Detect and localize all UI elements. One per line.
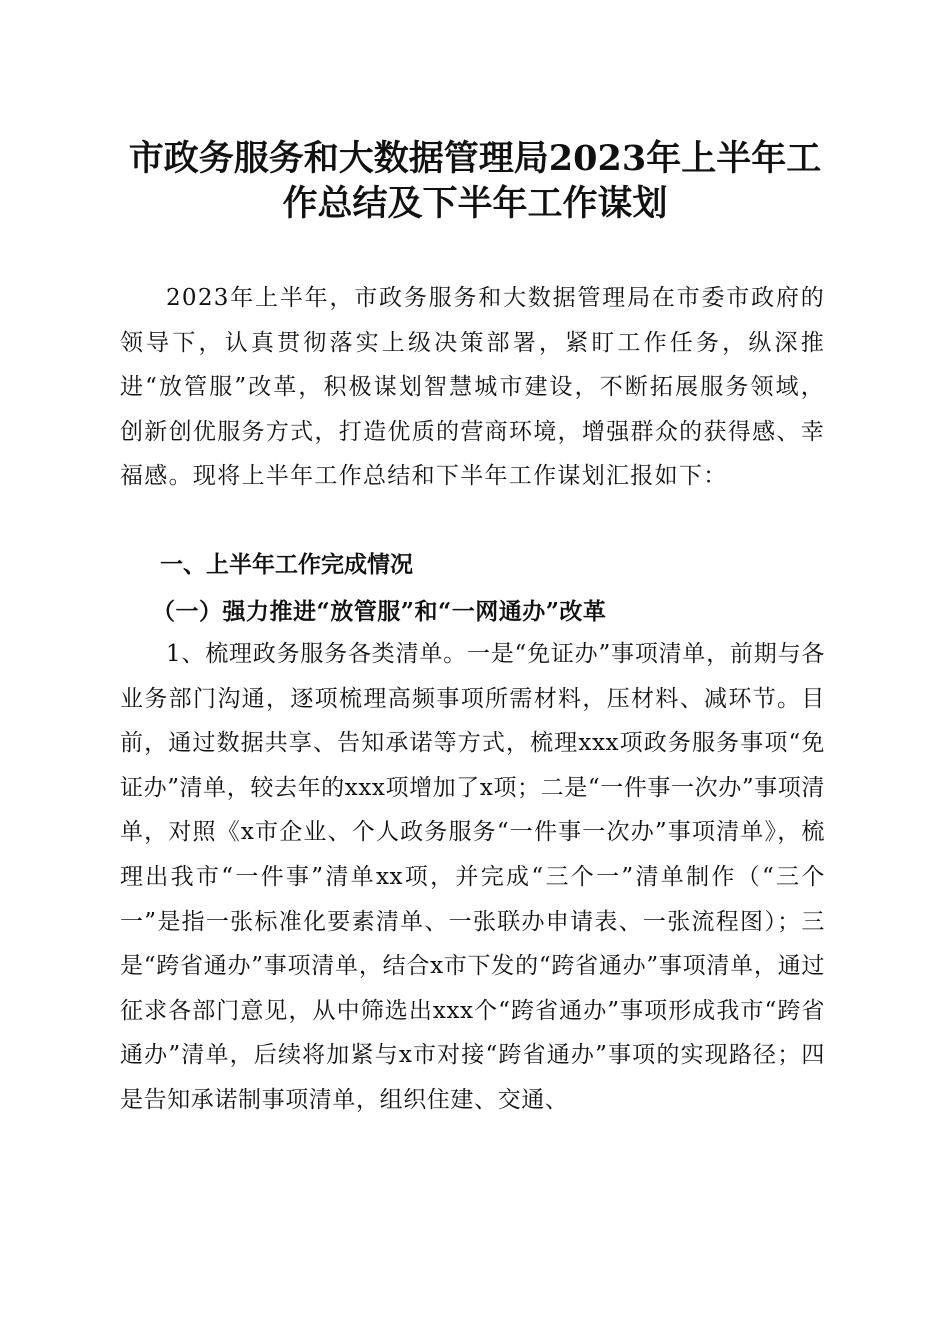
subsection-heading: （一）强力推进“放管服”和“一网通办”改革 bbox=[152, 598, 607, 625]
intro-paragraph: 2023年上半年，市政务服务和大数据管理局在市委市政府的领导下，认真贯彻落实上级决策部署，紧盯工作任务，纵深推进“放管服”改革，积极谋划智慧城市建设，不断拓展服务领域，创新创优服务方式，打造优质的营商环境，增强群众的获得感、幸福感。现将上半年工作总结和下半年工作谋划汇报如下： bbox=[120, 285, 825, 490]
document-title: 市政务服务和大数据管理局2023年上半年工作总结及下半年工作谋划 bbox=[128, 138, 822, 224]
section-heading: 一、上半年工作完成情况 bbox=[160, 552, 413, 578]
item-paragraph: 1、梳理政务服务各类清单。一是“免证办”事项清单，前期与各业务部门沟通，逐项梳理高频事项所需材料，压材料、减环节。目前，通过数据共享、告知承诺等方式，梳理xxx项政务服务事项“免证办”清单，较去年的xxx项增加了x项；二是“一件事一次办”事项清单，对照《x市企业、个人政务服务“一件事一次办”事项清单》，梳理出我市“一件事”清单xx项，并完成“三个一”清单制作（“三个一”是指一张标准化要素清单、一张联办申请表、一张流程图）；三是“跨省通办”事项清单，结合x市下发的“跨省通办”事项清单，通过征求各部门意见，从中筛选出xxx个“跨省通办”事项形成我市“跨省通办”清单，后续将加紧与x市对接“跨省通办”事项的实现路径；四是告知承诺制事项清单，组织住建、交通、 bbox=[120, 641, 825, 1113]
